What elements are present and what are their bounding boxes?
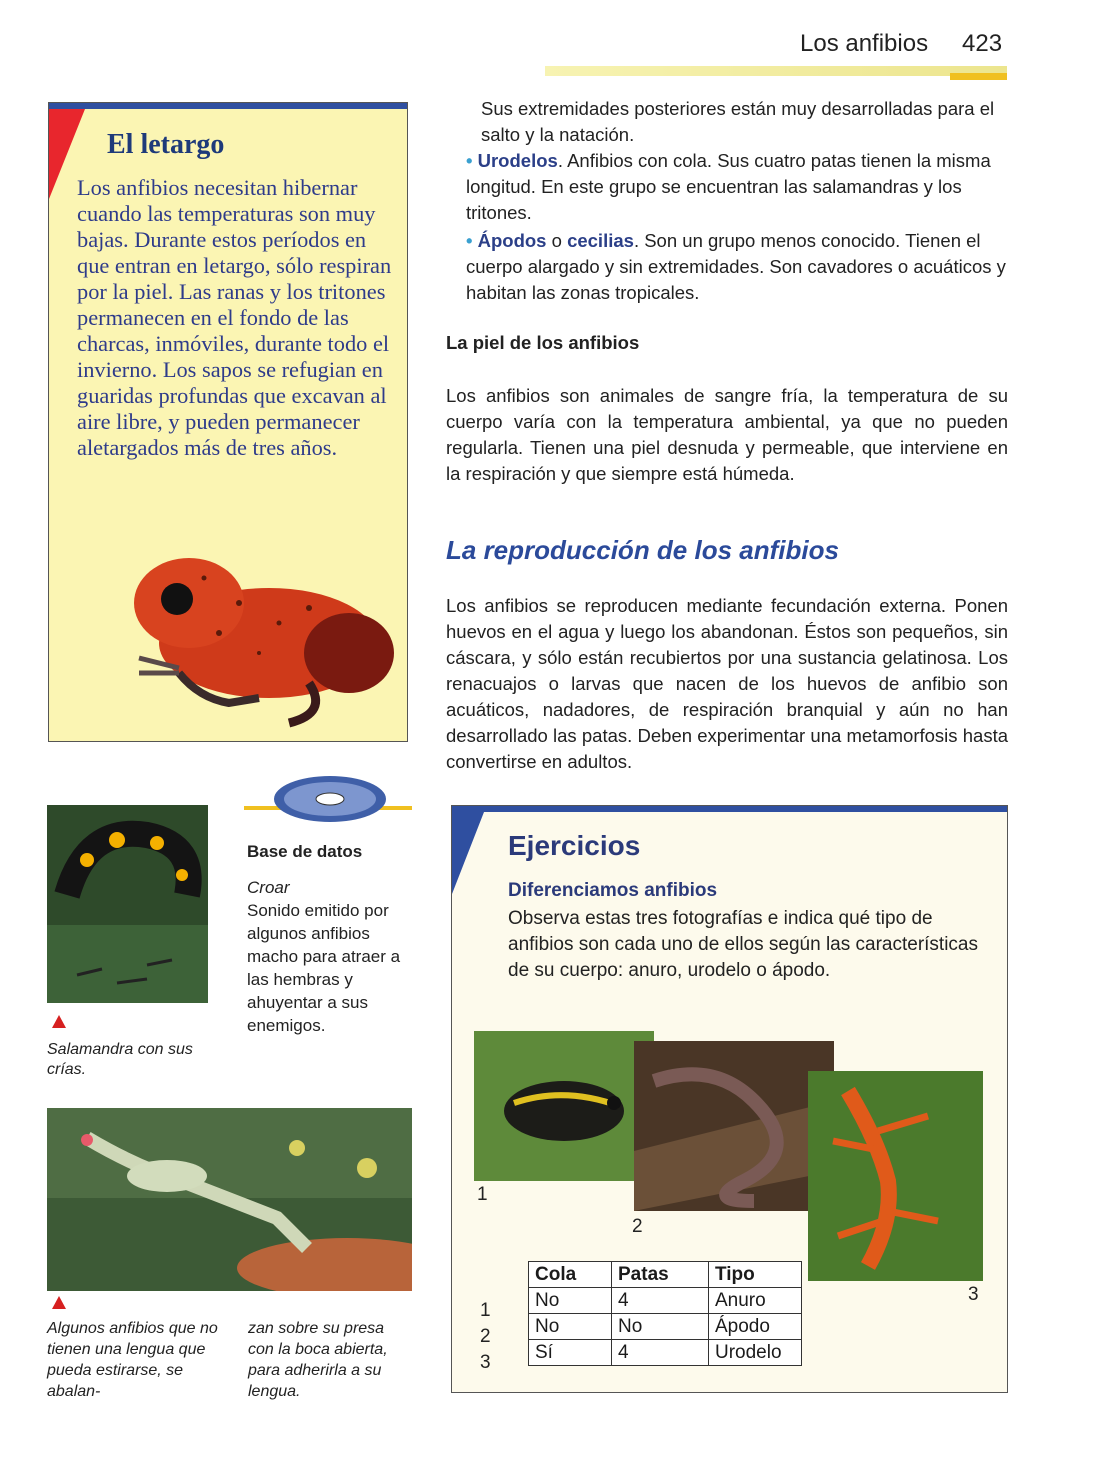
cell-tipo: Urodelo (709, 1340, 802, 1366)
table-row-numbers (480, 1298, 491, 1376)
table-row (529, 1288, 802, 1314)
jumping-frog-photo (47, 1108, 412, 1291)
photo-1-poison-frog (474, 1031, 654, 1181)
ejercicios-box (451, 805, 1008, 1393)
ejercicios-top-bar (452, 806, 1007, 812)
header-rule (545, 66, 1007, 76)
row-number: 2 (480, 1326, 491, 1347)
cell-cola: No (529, 1288, 612, 1314)
page-number: 423 (962, 30, 1003, 57)
database-term: Croar (247, 878, 290, 897)
ejercicios-instructions: Observa estas tres fotografías e indica qué tipo de anfibios son cada uno de ellos según las características de su cuerpo: anuro, urodelo o ápodo. (508, 908, 978, 981)
cell-patas: 4 (612, 1340, 709, 1366)
caption-marker-icon (52, 1015, 66, 1028)
photo-label-3: 3 (968, 1284, 979, 1305)
term-cecilias: cecilias (567, 230, 634, 251)
table-row (529, 1314, 802, 1340)
bullet-dot-icon: • (466, 230, 478, 251)
paragraph-reproduccion: Los anfibios se reproducen mediante fecundación externa. Ponen huevos en el agua y luego los abandonan. Éstos son pequeños, sin cáscara, y sólo están recubiertos por una sustancia gelatinosa. Los renacuajos o larvas que nacen de los huevos de anfibio son acuáticos, nadadores, de respiración branquial y aún no han desarrollado las patas. Deben experimentar una metamorfosis hasta convertirse en adultos. (446, 595, 1008, 772)
apodos-text: . Son un grupo menos conocido. Tienen el cuerpo alargado y sin extremidades. Son cavadores o acuáticos y habitan las zonas tropicales. (466, 230, 1006, 303)
term-apodos: Ápodos (477, 230, 547, 251)
caption-marker-icon (52, 1296, 66, 1309)
photo-label-2: 2 (632, 1216, 643, 1237)
running-header-title: Los anfibios (800, 30, 929, 57)
heading-reproduccion: La reproducción de los anfibios (446, 535, 839, 565)
bullet-apodos (466, 228, 1011, 306)
row-number: 3 (480, 1352, 491, 1373)
caption-salamandra: Salamandra con sus crías. (47, 1041, 193, 1078)
bullet-urodelos (466, 148, 1011, 226)
photo-2-caecilian (634, 1041, 834, 1211)
cell-patas: 4 (612, 1288, 709, 1314)
letargo-sidebar (48, 102, 408, 742)
header-tipo: Tipo (709, 1262, 802, 1288)
letargo-body: Los anfibios necesitan hibernar cuando las temperaturas son muy bajas. Durante estos períodos en que entran en letargo, sólo respiran por la piel. Las ranas y los tritones permanecen en el fondo de las charcas, inmóviles, durante todo el invierno. Los sapos se refugian en guaridas profundas que excavan al aire libre, y pueden permanecer aletargados más de tres años. (77, 175, 392, 460)
answer-table (528, 1261, 802, 1366)
cell-cola: No (529, 1314, 612, 1340)
cell-patas: No (612, 1314, 709, 1340)
cell-tipo: Ápodo (709, 1314, 802, 1340)
header-cola: Cola (529, 1262, 612, 1288)
sidebar-top-bar (49, 103, 407, 109)
cell-tipo: Anuro (709, 1288, 802, 1314)
row-number: 1 (480, 1300, 491, 1321)
term-urodelos: Urodelos (477, 150, 558, 171)
photo-label-1: 1 (477, 1184, 488, 1205)
table-header-row (529, 1262, 802, 1288)
database-title: Base de datos (247, 842, 363, 861)
red-frog-photo (109, 533, 408, 733)
cd-disc-icon (272, 774, 388, 824)
paragraph-piel: Los anfibios son animales de sangre fría, la temperatura de su cuerpo varía con la temperatura ambiental, ya que no pueden regularla. Tienen una piel desnuda y permeable, que interviene en la respiración y que siempre está húmeda. (446, 385, 1008, 484)
table-row (529, 1340, 802, 1366)
database-definition: Sonido emitido por algunos anfibios macho para atraer a las hembras y ahuyentar a sus enemigos. (247, 901, 401, 1035)
ejercicios-title: Ejercicios (508, 830, 641, 861)
header-patas: Patas (612, 1262, 709, 1288)
paragraph-extremidades: Sus extremidades posteriores están muy desarrolladas para el salto y la natación. (481, 98, 995, 145)
caption-jump-part2: zan sobre su presa con la boca abierta, para adherirla a su lengua. (248, 1320, 388, 1400)
apodos-connector: o (546, 230, 568, 251)
ejercicios-corner-marker (452, 812, 484, 894)
ejercicios-subtitle: Diferenciamos anfibios (508, 880, 718, 901)
heading-piel: La piel de los anfibios (446, 332, 640, 353)
header-accent (950, 73, 1007, 80)
cell-cola: Sí (529, 1340, 612, 1366)
bullet-dot-icon: • (466, 150, 478, 171)
caption-jump-part1: Algunos anfibios que no tienen una lengua que pueda estirarse, se abalan- (47, 1320, 218, 1400)
letargo-title: El letargo (107, 129, 225, 160)
photo-3-newt (808, 1071, 983, 1281)
salamander-photo (47, 805, 208, 1003)
urodelos-text: . Anfibios con cola. Sus cuatro patas tienen la misma longitud. En este grupo se encuentran las salamandras y los tritones. (466, 150, 991, 223)
